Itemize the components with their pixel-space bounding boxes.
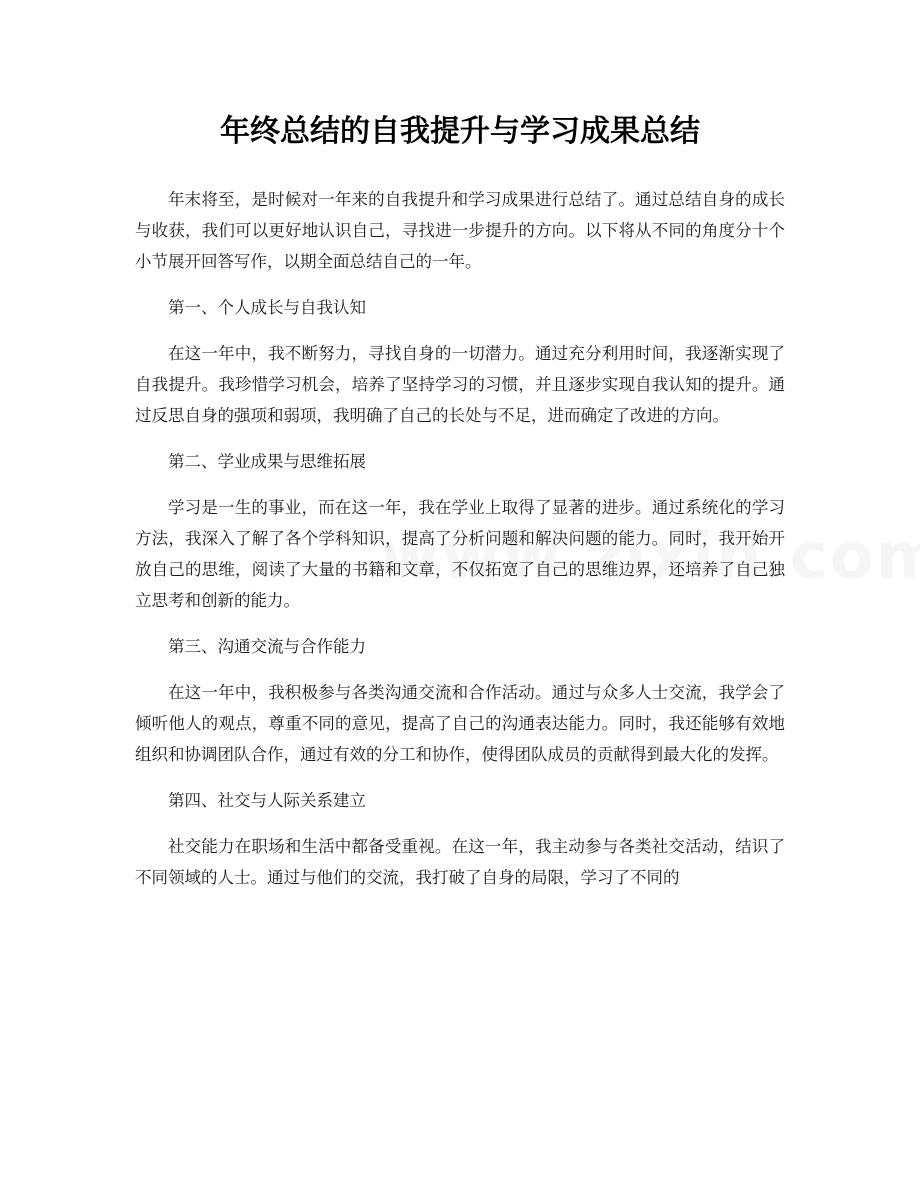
section-heading-3: 第三、沟通交流与合作能力: [168, 637, 366, 656]
section-paragraph-2: 学习是一生的事业，而在这一年，我在学业上取得了显著的进步。通过系统化的学习方法，我深入了解了各个学科知识，提高了分析问题和解决问题的能力。同时，我开始开放自己的思维，阅读了大量的书籍和文章，不仅拓宽了自己的思维边界，还培养了自己独立思考和创新的能力。: [135, 498, 785, 610]
section-heading-4: 第四、社交与人际关系建立: [168, 791, 366, 810]
section-heading-1: 第一、个人成长与自我认知: [168, 298, 366, 317]
section-paragraph-3: 在这一年中，我积极参与各类沟通交流和合作活动。通过与众多人士交流，我学会了倾听他人的观点，尊重不同的意见，提高了自己的沟通表达能力。同时，我还能够有效地组织和协调团队合作，通过有效的分工和协作，使得团队成员的贡献得到最大化的发挥。: [135, 683, 785, 764]
intro-paragraph: 年末将至，是时候对一年来的自我提升和学习成果进行总结了。通过总结自身的成长与收获，我们可以更好地认识自己，寻找进一步提升的方向。以下将从不同的角度分十个小节展开回答写作，以期全面总结自己的一年。: [135, 190, 785, 271]
document-body: [135, 184, 785, 893]
section-paragraph-4: 社交能力在职场和生活中都备受重视。在这一年，我主动参与各类社交活动，结识了不同领域的人士。通过与他们的交流，我打破了自身的局限，学习了不同的: [135, 837, 785, 887]
section-paragraph-1: 在这一年中，我不断努力，寻找自身的一切潜力。通过充分利用时间，我逐渐实现了自我提升。我珍惜学习机会，培养了坚持学习的习惯，并且逐步实现自我认知的提升。通过反思自身的强项和弱项，我明确了自己的长处与不足，进而确定了改进的方向。: [135, 344, 785, 425]
section-heading-2: 第二、学业成果与思维拓展: [168, 452, 366, 471]
document-title: 年终总结的自我提升与学习成果总结: [220, 114, 700, 149]
